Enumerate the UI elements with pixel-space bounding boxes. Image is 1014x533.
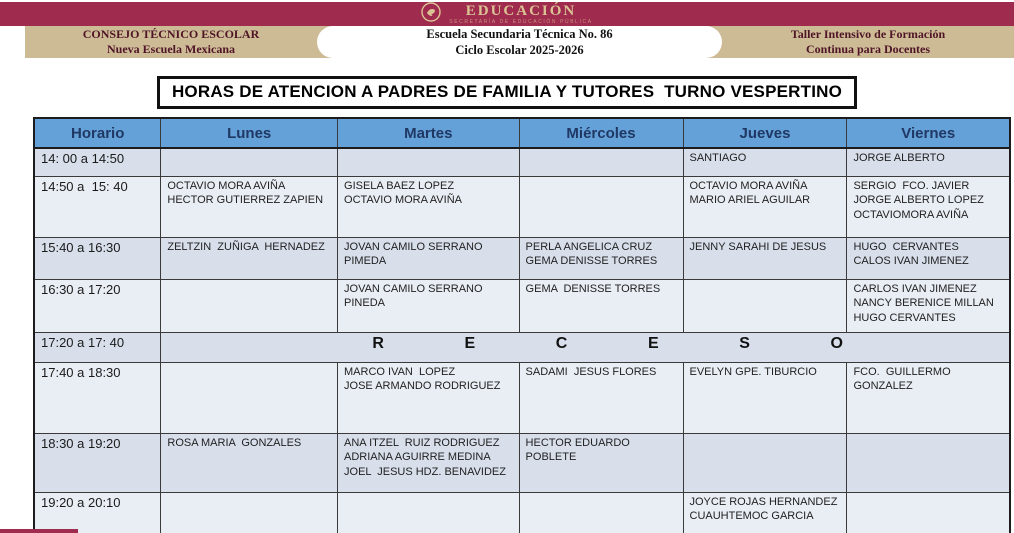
time-cell: 15:40 a 16:30 <box>34 237 161 279</box>
schedule-cell <box>161 433 338 492</box>
teacher-name: JOYCE ROJAS HERNANDEZ <box>689 495 838 508</box>
teacher-name: HUGO CERVANTES <box>853 312 956 325</box>
schedule-row <box>34 279 1010 332</box>
teacher-name: JORGE ALBERTO <box>853 152 945 164</box>
receso-merged-cell <box>161 332 1010 362</box>
schedule-row <box>34 492 1010 533</box>
schedule-cell <box>847 148 1010 176</box>
receso-letter: S <box>739 334 750 352</box>
educacion-wordmark: EDUCACIÓN <box>465 2 577 19</box>
schedule-cell <box>338 362 520 433</box>
schedule-cell <box>519 362 683 433</box>
schedule-cell <box>338 492 520 533</box>
schedule-cell <box>519 176 683 237</box>
teacher-name: OCTAVIOMORA AVIÑA <box>853 209 969 222</box>
schedule-cell <box>161 492 338 533</box>
teacher-name: GEMA DENISSE TORRES <box>525 282 661 295</box>
schedule-row <box>34 237 1010 279</box>
teacher-name: OCTAVIO MORA AVIÑA <box>689 179 808 192</box>
teacher-name: HECTOR EDUARDO POBLETE <box>525 436 633 464</box>
schedule-cell <box>847 433 1010 492</box>
teacher-name: CUAUHTEMOC GARCIA <box>689 510 814 523</box>
institution-band <box>25 26 1014 58</box>
schedule-cell <box>338 237 520 279</box>
school-cycle: Ciclo Escolar 2025-2026 <box>455 43 584 57</box>
teacher-name: FCO. GUILLERMO GONZALEZ <box>853 365 954 393</box>
schedule-cell <box>161 279 338 332</box>
schedule-cell <box>338 148 520 176</box>
sep-subtext: SECRETARÍA DE EDUCACIÓN PÚBLICA <box>449 18 593 25</box>
schedule-row <box>34 362 1010 433</box>
schedule-cell <box>847 279 1010 332</box>
schedule-row <box>34 148 1010 176</box>
teacher-name: ROSA MARIA GONZALES <box>167 436 302 449</box>
teacher-name: SADAMI JESUS FLORES <box>525 365 657 378</box>
receso-letter: O <box>830 334 843 352</box>
time-cell: 14: 00 a 14:50 <box>34 148 161 176</box>
teacher-name: OCTAVIO MORA AVIÑA <box>344 194 462 207</box>
teacher-name: ADRIANA AGUIRRE MEDINA <box>344 451 491 464</box>
teacher-name: OCTAVIO MORA AVIÑA <box>167 179 286 192</box>
teacher-name: HECTOR GUTIERREZ ZAPIEN <box>167 194 324 207</box>
teacher-name: EVELYN GPE. TIBURCIO <box>689 365 817 378</box>
teacher-name: GEMA DENISSE TORRES <box>525 255 658 268</box>
schedule-cell <box>683 176 847 237</box>
schedule-cell <box>338 176 520 237</box>
schedule-cell <box>683 279 847 332</box>
schedule-row <box>34 433 1010 492</box>
teacher-name: GISELA BAEZ LOPEZ <box>344 179 455 192</box>
time-cell: 16:30 a 17:20 <box>34 279 161 332</box>
schedule-cell <box>161 362 338 433</box>
teacher-name: NANCY BERENICE MILLAN <box>853 297 994 310</box>
schedule-cell <box>519 279 683 332</box>
receso-letter: E <box>647 334 659 352</box>
column-header-horario: Horario <box>34 118 161 148</box>
teacher-name: JOVAN CAMILO SERRANO PINEDA <box>344 282 486 310</box>
teacher-name: MARIO ARIEL AGUILAR <box>689 194 811 207</box>
column-header-miércoles: Miércoles <box>519 118 683 148</box>
teacher-name: ZELTZIN ZUÑIGA HERNADEZ <box>167 240 325 253</box>
teacher-name: HUGO CERVANTES <box>853 240 959 253</box>
column-header-lunes: Lunes <box>161 118 338 148</box>
schedule-row <box>34 332 1010 362</box>
teacher-name: MARCO IVAN LOPEZ <box>344 365 456 378</box>
time-cell: 18:30 a 19:20 <box>34 433 161 492</box>
receso-letter: R <box>372 334 384 352</box>
teacher-name: JOEL JESUS HDZ. BENAVIDEZ <box>344 466 506 479</box>
schedule-cell <box>161 237 338 279</box>
consejo-line1: CONSEJO TÉCNICO ESCOLAR <box>82 27 260 41</box>
teacher-name: SANTIAGO <box>689 152 747 164</box>
schedule-cell <box>847 237 1010 279</box>
schedule-cell <box>847 176 1010 237</box>
schedule-cell <box>683 362 847 433</box>
teacher-name: PERLA ANGELICA CRUZ <box>525 240 653 253</box>
time-cell: 19:20 a 20:10 <box>34 492 161 533</box>
schedule-cell <box>847 492 1010 533</box>
receso-letter: C <box>555 334 568 352</box>
school-name: Escuela Secundaria Técnica No. 86 <box>426 26 613 41</box>
sep-brand <box>421 2 592 27</box>
schedule-cell <box>519 433 683 492</box>
receso-letter: E <box>464 334 476 352</box>
schedule-cell <box>338 279 520 332</box>
page-title: HORAS DE ATENCION A PADRES DE FAMILIA Y TUTORES TURNO VESPERTINO <box>157 76 857 109</box>
schedule-cell <box>338 433 520 492</box>
mexico-eagle-seal-icon <box>421 2 441 27</box>
time-cell: 17:20 a 17: 40 <box>34 332 161 362</box>
time-cell: 14:50 a 15: 40 <box>34 176 161 237</box>
teacher-name: JOSE ARMANDO RODRIGUEZ <box>344 380 501 393</box>
schedule-cell <box>519 492 683 533</box>
page-corner-accent <box>0 529 78 533</box>
schedule-cell <box>519 148 683 176</box>
schedule-cell <box>683 148 847 176</box>
schedule-cell <box>683 492 847 533</box>
time-cell: 17:40 a 18:30 <box>34 362 161 433</box>
schedule-table <box>33 117 1011 533</box>
band-left-consejo <box>25 26 317 58</box>
schedule-cell <box>161 176 338 237</box>
teacher-name: ANA ITZEL RUIZ RODRIGUEZ <box>344 436 500 449</box>
band-right-taller <box>722 26 1014 58</box>
teacher-name: CALOS IVAN JIMENEZ <box>853 255 969 268</box>
schedule-cell <box>847 362 1010 433</box>
teacher-name: SERGIO FCO. JAVIER <box>853 179 970 192</box>
column-header-viernes: Viernes <box>847 118 1010 148</box>
column-header-martes: Martes <box>338 118 520 148</box>
gobmx-header-bar <box>0 2 1014 26</box>
consejo-line2: Nueva Escuela Mexicana <box>107 42 235 56</box>
schedule-row <box>34 176 1010 237</box>
table-header-row <box>34 118 1010 148</box>
teacher-name: JOVAN CAMILO SERRANO PIMEDA <box>344 240 486 268</box>
taller-line1: Taller Intensivo de Formación <box>790 27 946 41</box>
band-center-school <box>317 26 722 58</box>
schedule-cell <box>683 433 847 492</box>
column-header-jueves: Jueves <box>683 118 847 148</box>
schedule-cell <box>519 237 683 279</box>
schedule-cell <box>683 237 847 279</box>
teacher-name: CARLOS IVAN JIMENEZ <box>853 282 977 295</box>
taller-line2: Continua para Docentes <box>805 42 930 56</box>
teacher-name: JENNY SARAHI DE JESUS <box>689 240 827 253</box>
teacher-name: JORGE ALBERTO LOPEZ <box>853 194 984 207</box>
schedule-cell <box>161 148 338 176</box>
